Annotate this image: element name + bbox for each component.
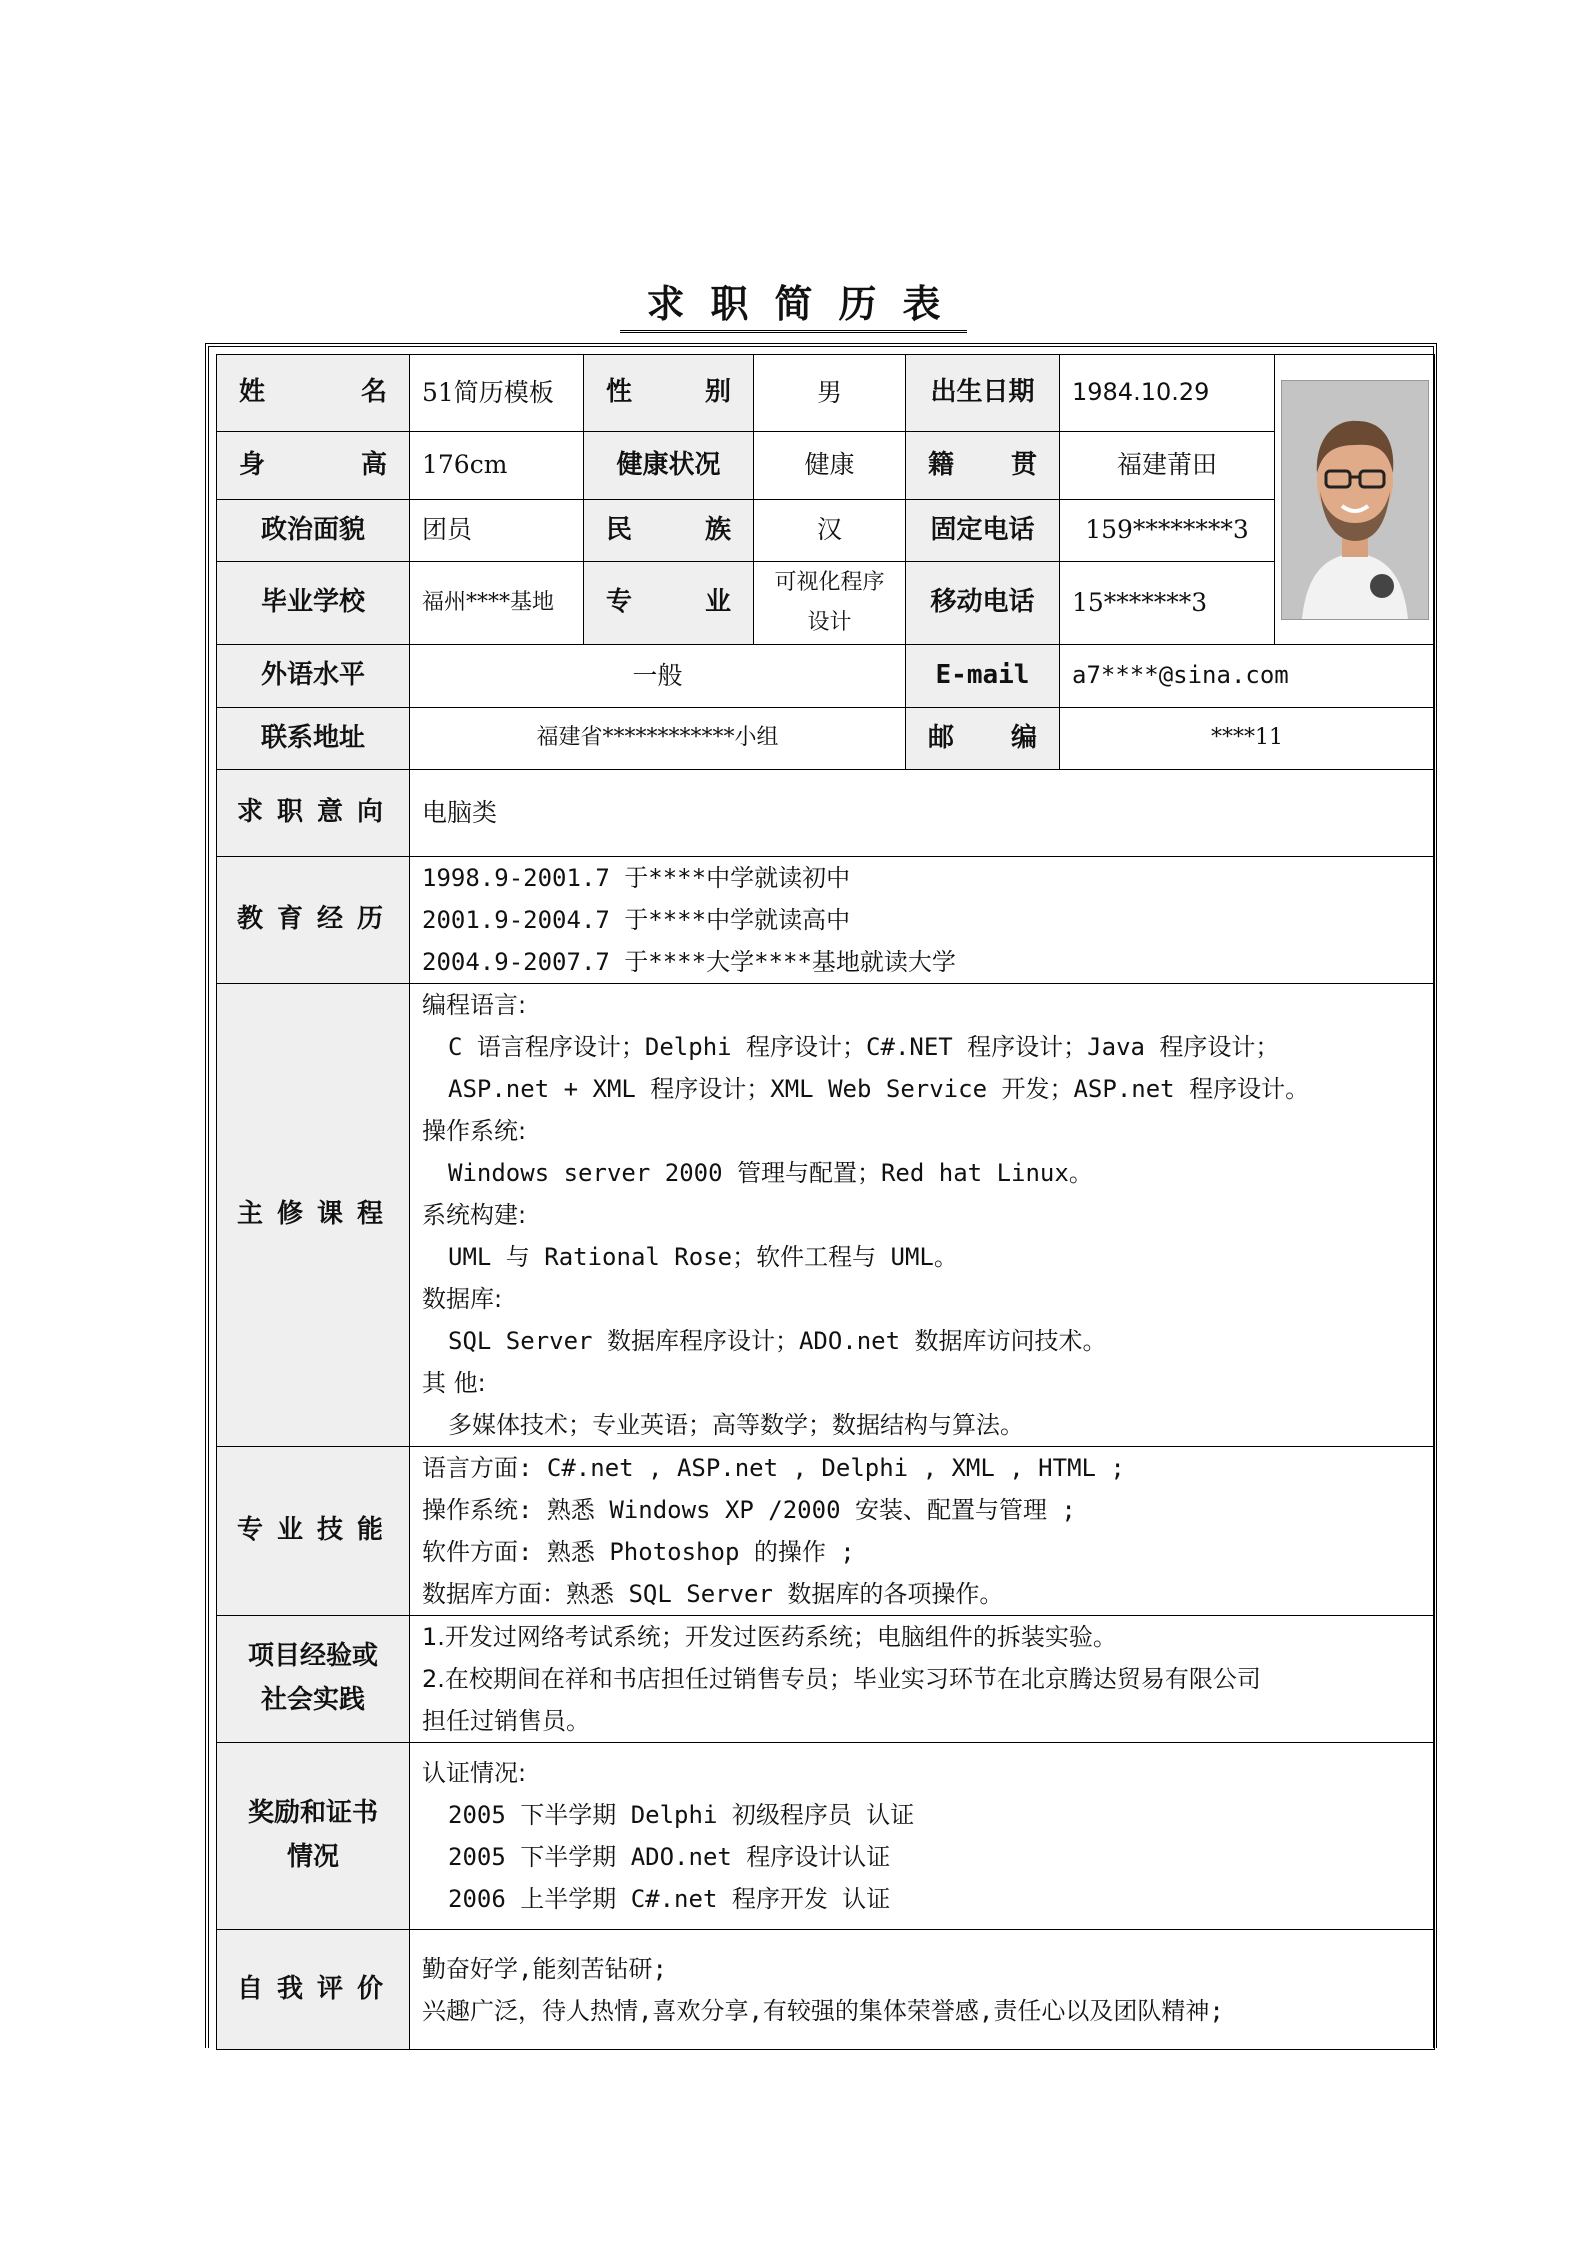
label-major: 专 业: [584, 562, 754, 645]
label-height: 身 高: [217, 432, 410, 500]
value-birth: 1984.10.29: [1060, 355, 1275, 432]
label-awards-line2: 情况: [286, 1842, 339, 1872]
label-name: 姓 名: [217, 355, 410, 432]
value-postcode: ****11: [1060, 708, 1435, 770]
value-political: 团员: [410, 500, 584, 562]
label-intent: 求职意向: [217, 770, 410, 857]
project-line: 担任过销售员。: [422, 1707, 590, 1735]
value-email: a7****@sina.com: [1060, 645, 1435, 708]
course-line: 系统构建:: [422, 1201, 527, 1229]
label-native: 籍 贯: [906, 432, 1060, 500]
photo-cell: [1275, 355, 1435, 645]
value-landline: 159********3: [1060, 500, 1275, 562]
value-school: 福州****基地: [410, 562, 584, 645]
award-line: 2005 下半学期 ADO.net 程序设计认证: [448, 1843, 891, 1871]
label-language: 外语水平: [217, 645, 410, 708]
label-awards: [217, 1743, 410, 1930]
award-line: 认证情况:: [422, 1759, 527, 1787]
label-ethnic: 民 族: [584, 500, 754, 562]
course-line: 数据库:: [422, 1285, 503, 1313]
label-landline: 固定电话: [906, 500, 1060, 562]
label-projects-line1: 项目经验或: [247, 1641, 378, 1672]
label-skills: 专业技能: [217, 1447, 410, 1616]
project-line: 2.在校期间在祥和书店担任过销售专员；毕业实习环节在北京腾达贸易有限公司: [422, 1665, 1261, 1693]
award-line: 2006 上半学期 C#.net 程序开发 认证: [448, 1885, 891, 1913]
label-birth: 出生日期: [906, 355, 1060, 432]
education-item: 1998.9-2001.7 于****中学就读初中: [422, 864, 851, 892]
award-line: 2005 下半学期 Delphi 初级程序员 认证: [448, 1801, 915, 1829]
label-projects: [217, 1616, 410, 1743]
value-address: 福建省************小组: [410, 708, 906, 770]
course-line: 其 他:: [422, 1369, 486, 1397]
course-line: 操作系统:: [422, 1117, 527, 1145]
value-health: 健康: [754, 432, 906, 500]
resume-table: [205, 343, 1437, 2048]
value-native: 福建莆田: [1060, 432, 1275, 500]
skill-line: 软件方面: 熟悉 Photoshop 的操作 ;: [422, 1538, 855, 1566]
label-address: 联系地址: [217, 708, 410, 770]
awards-list: [410, 1743, 1435, 1930]
education-item: 2001.9-2004.7 于****中学就读高中: [422, 906, 851, 934]
value-language: 一般: [410, 645, 906, 708]
value-major: 可视化程序设计: [754, 562, 906, 645]
course-line: UML 与 Rational Rose；软件工程与 UML。: [448, 1243, 958, 1271]
label-school: 毕业学校: [217, 562, 410, 645]
label-projects-line2: 社会实践: [260, 1685, 365, 1715]
projects-list: [410, 1616, 1435, 1743]
value-gender: 男: [754, 355, 906, 432]
project-line: 1.开发过网络考试系统；开发过医药系统；电脑组件的拆装实验。: [422, 1623, 1117, 1651]
self-eval-list: [410, 1930, 1435, 2050]
label-education: 教育经历: [217, 857, 410, 984]
label-political: 政治面貌: [217, 500, 410, 562]
course-line: 多媒体技术；专业英语；高等数学；数据结构与算法。: [448, 1411, 1024, 1439]
education-item: 2004.9-2007.7 于****大学****基地就读大学: [422, 948, 956, 976]
label-mobile: 移动电话: [906, 562, 1060, 645]
course-line: ASP.net + XML 程序设计；XML Web Service 开发；ASP.net 程序设计。: [448, 1075, 1310, 1103]
value-name: 51简历模板: [410, 355, 584, 432]
skill-line: 数据库方面：熟悉 SQL Server 数据库的各项操作。: [422, 1580, 1004, 1608]
course-line: SQL Server 数据库程序设计；ADO.net 数据库访问技术。: [448, 1327, 1107, 1355]
value-height: 176cm: [410, 432, 584, 500]
label-courses: 主修课程: [217, 984, 410, 1447]
course-line: 编程语言:: [422, 991, 527, 1019]
skill-line: 操作系统: 熟悉 Windows XP /2000 安装、配置与管理 ;: [422, 1496, 1076, 1524]
course-line: C 语言程序设计；Delphi 程序设计；C#.NET 程序设计；Java 程序设计；: [448, 1033, 1280, 1061]
course-line: Windows server 2000 管理与配置；Red hat Linux。: [448, 1159, 1093, 1187]
label-postcode: 邮 编: [906, 708, 1060, 770]
label-gender: 性 别: [584, 355, 754, 432]
label-email: E-mail: [906, 645, 1060, 708]
value-ethnic: 汉: [754, 500, 906, 562]
page-title: [0, 280, 1587, 333]
education-list: [410, 857, 1435, 984]
label-health: 健康状况: [584, 432, 754, 500]
skills-list: [410, 1447, 1435, 1616]
title-text: 求职简历表: [620, 280, 966, 333]
profile-photo: [1281, 380, 1429, 620]
self-eval-line: 勤奋好学,能刻苦钻研;: [422, 1954, 667, 1983]
courses-list: [410, 984, 1435, 1447]
value-mobile: 15*******3: [1060, 562, 1275, 645]
skill-line: 语言方面: C#.net , ASP.net , Delphi , XML , HTML ;: [422, 1454, 1125, 1482]
value-intent: 电脑类: [410, 770, 1435, 857]
label-self: 自我评价: [217, 1930, 410, 2050]
self-eval-line: 兴趣广泛，待人热情,喜欢分享,有较强的集体荣誉感,责任心以及团队精神;: [422, 1996, 1224, 2025]
label-awards-line1: 奖励和证书: [247, 1798, 378, 1829]
